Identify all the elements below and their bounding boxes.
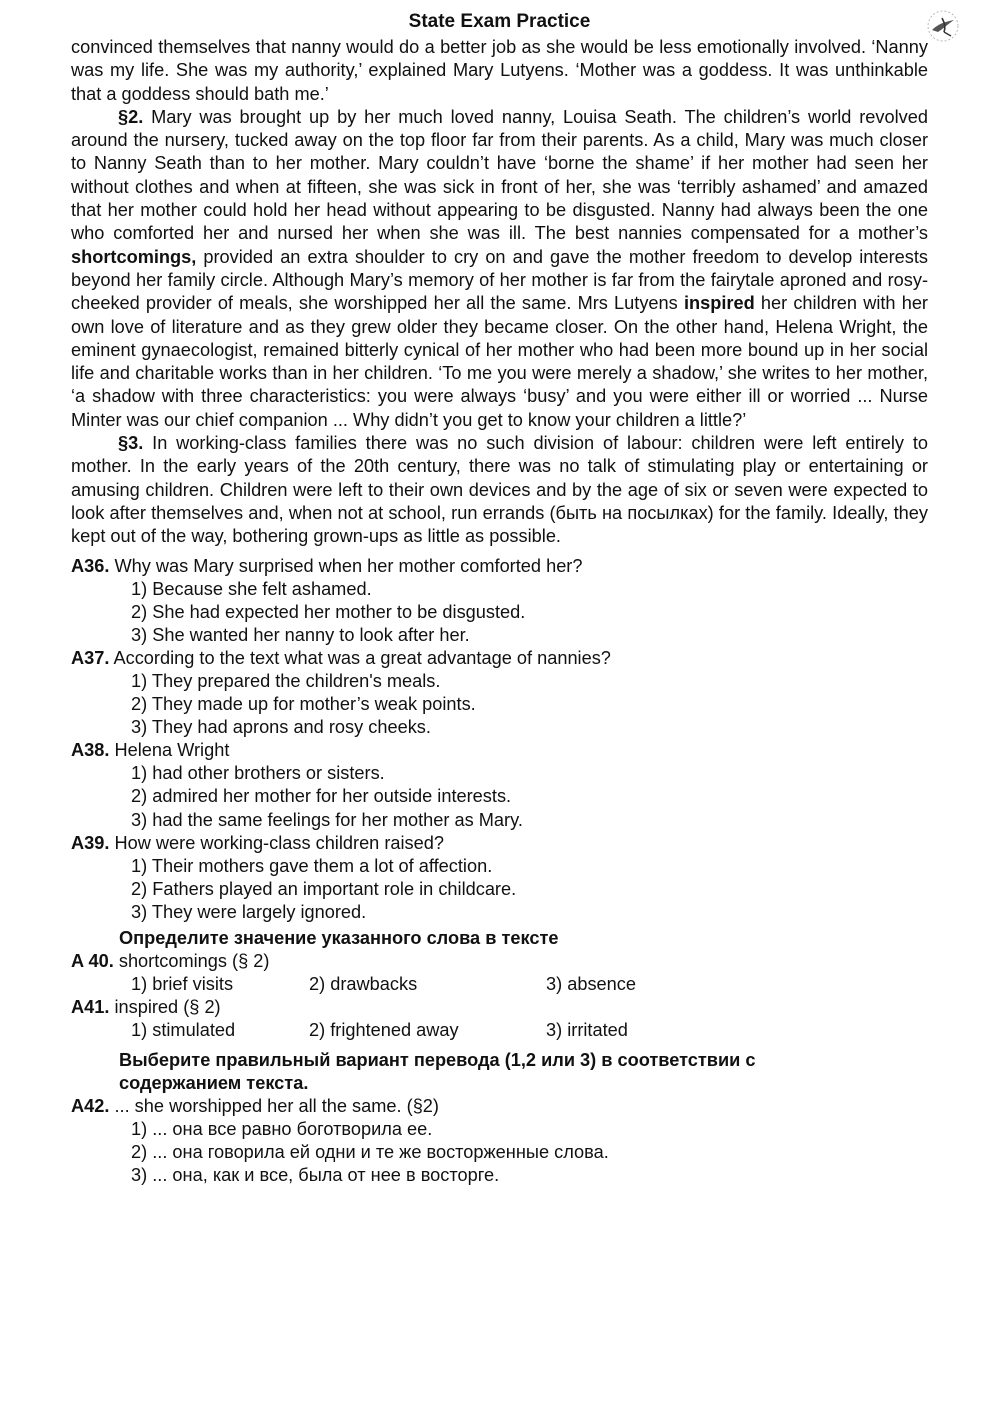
vocab-section-heading: Определите значение указанного слова в тексте (119, 928, 559, 949)
question-a41 (71, 996, 928, 1042)
paragraph-3-mark: §3. (118, 433, 144, 454)
answer-options-row (131, 973, 928, 996)
question-text: shortcomings (§ 2) (113, 951, 270, 972)
answer-option[interactable]: 3) They were largely ignored. (131, 901, 367, 922)
question-number: A42. (71, 1095, 110, 1116)
answer-option[interactable]: 3) absence (546, 974, 636, 995)
question-text: Why was Mary surprised when her mother comforted her? (109, 555, 583, 576)
answer-option[interactable]: 3) irritated (546, 1020, 628, 1041)
question-number: A38. (71, 740, 110, 761)
question-number: A41. (71, 997, 110, 1018)
question-number: A39. (71, 832, 110, 853)
question-number: A36. (71, 555, 110, 576)
answer-option[interactable]: 1) Their mothers gave them a lot of affection. (131, 855, 493, 876)
answer-option[interactable]: 3) They had aprons and rosy cheeks. (131, 717, 431, 738)
answer-option[interactable]: 2) Fathers played an important role in childcare. (131, 878, 517, 899)
answer-option[interactable]: 2) They made up for mother’s weak points. (131, 694, 476, 715)
question-a36 (71, 555, 928, 647)
question-a42 (71, 1095, 928, 1187)
question-text: ... she worshipped her all the same. (§2) (109, 1095, 439, 1116)
question-text: Helena Wright (109, 740, 230, 761)
question-number: A 40. (71, 951, 114, 972)
question-a38 (71, 739, 928, 831)
translation-section-heading: Выберите правильный вариант перевода (1,2 или 3) в соответствии с (119, 1049, 756, 1070)
question-text: How were working-class children raised? (109, 832, 444, 853)
answer-option[interactable]: 1) Because she felt ashamed. (131, 578, 372, 599)
highlighted-word-inspired: inspired (683, 293, 755, 314)
question-a39 (71, 832, 928, 924)
translation-section-heading-line2: содержанием текста. (119, 1072, 309, 1093)
answer-option[interactable]: 1) ... она все равно боготворила ее. (131, 1118, 433, 1139)
page-title: State Exam Practice (408, 11, 591, 32)
answer-option[interactable]: 3) She wanted her nanny to look after her. (131, 624, 470, 645)
answer-option[interactable]: 2) admired her mother for her outside interests. (131, 786, 512, 807)
question-a40 (71, 950, 928, 996)
question-number: A37. (71, 647, 110, 668)
passage-continuation: convinced themselves that nanny would do a better job as she would be less emotionally involved. ‘Nanny was my life. She was my authority,’ explained Mary Lutyens. ‘Mother was a goddess. It was unthinkable that a goddess should bath me.’ (71, 37, 928, 104)
answer-option[interactable]: 3) had the same feelings for her mother as Mary. (131, 809, 523, 830)
paragraph-3: §3. In working-class families there was no such division of labour: children were left entirely to mother. In the early years of the 20th century, there was no talk of stimulating play or entertaining or amusing children. Children were left to their own devices and by the age of six or seven were expected to look after themselves and, when not at school, run errands (быть на посылках) for the family. Ideally, they kept out of the way, bothering grown-ups as little as possible. (71, 433, 928, 547)
answer-option[interactable]: 1) They prepared the children's meals. (131, 671, 441, 691)
paragraph-2-mark: §2. (118, 106, 144, 127)
questions-block (71, 555, 928, 1188)
answer-option[interactable]: 1) brief visits (131, 974, 234, 995)
bird-logo-icon (924, 8, 962, 44)
answer-option[interactable]: 2) frightened away (309, 1020, 459, 1041)
highlighted-word-shortcomings: shortcomings, (71, 246, 197, 267)
answer-option[interactable]: 1) stimulated (131, 1020, 236, 1041)
answer-option[interactable]: 1) had other brothers or sisters. (131, 763, 385, 784)
paragraph-2: §2. Mary was brought up by her much loved nanny, Louisa Seath. The children’s world revolved around the nursery, tucked away on the top floor far from their parents. As a child, Mary was much closer to Nanny Seath than to her mother. Mary couldn’t have ‘borne the shame’ if her mother had seen her without clothes and when at fifteen, she was sick in front of her, she was ‘terribly ashamed’ and amazed that her mother could hold her head without appearing to be disgusted. Nanny had always been the one who comforted her and nursed her when she was ill. The best nannies compensated for a mother’s shortcomings, provided an extra shoulder to cry on and gave the mother freedom to develop interests beyond her family circle. Although Mary’s memory of her mother is far from the fairytale aproned and rosy-cheeked provider of meals, she worshipped her all the same. Mrs Lutyens inspired her children with her own love of literature and as they grew older they became closer. On the other hand, Helena Wright, the eminent gynaecologist, remained bitterly cynical of her mother who had been more bound up in her social life and charitable works than in her children. ‘To me you were merely a shadow,’ she writes to her mother, ‘a shadow with three characteristics: you were always ‘busy’ and you were either ill or worried ... Nurse Minter was our chief companion ... Why didn’t you get to know your children a little?’ (71, 106, 928, 430)
answer-option[interactable]: 3) ... она, как и все, была от нее в восторге. (131, 1164, 500, 1185)
answer-option[interactable]: 2) drawbacks (309, 974, 418, 995)
answer-option[interactable]: 2) She had expected her mother to be disgusted. (131, 601, 526, 622)
answer-options-row (131, 1019, 928, 1042)
question-text: According to the text what was a great advantage of nannies? (109, 647, 611, 668)
question-text: inspired (§ 2) (109, 997, 221, 1018)
answer-option[interactable]: 2) ... она говорила ей одни и те же восторженные слова. (131, 1141, 609, 1162)
question-a37 (71, 647, 928, 739)
worksheet-page (71, 10, 928, 1187)
